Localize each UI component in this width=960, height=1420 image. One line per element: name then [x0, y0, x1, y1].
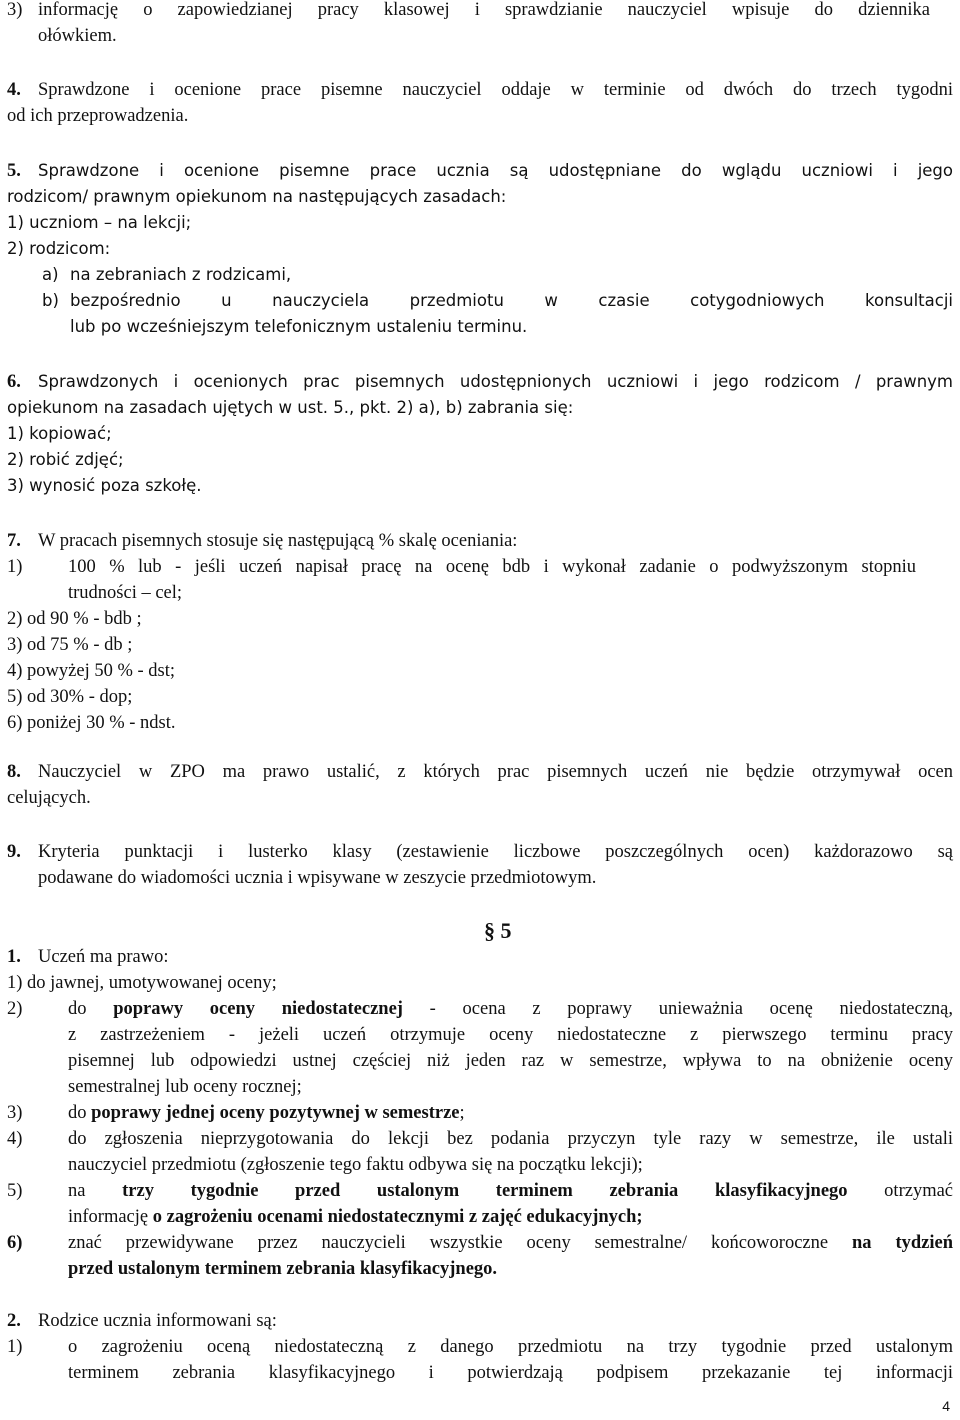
text-span: do — [68, 999, 114, 1019]
text-span: 1) — [7, 1337, 23, 1357]
text-span: 1) uczniom – na lekcji; — [7, 213, 192, 232]
text-span: do — [68, 1103, 92, 1123]
bold-text: trzy tygodnie przed ustalonym terminem zebrania klasyfikacyjnego — [122, 1181, 848, 1201]
text-span: celujących. — [7, 788, 91, 808]
text-span: bezpośrednio u nauczyciela przedmiotu w czasie cotygodniowych konsultacji — [70, 291, 953, 310]
text-span — [68, 1230, 953, 1256]
text-span: na — [68, 1181, 123, 1201]
text-span: 1) kopiować; — [7, 424, 112, 443]
bold-text: o zagrożeniu ocenami niedostatecznymi z zajęć edukacyjnych; — [152, 1207, 643, 1227]
text-span: semestralnej lub oceny rocznej; — [68, 1077, 302, 1097]
bold-text: na tydzień — [852, 1233, 953, 1253]
text-span: 4) powyżej 50 % - dst; — [7, 661, 176, 681]
text-span: znać przewidywane przez nauczycieli wszystkie oceny semestralne/ końcoworoczne — [68, 1233, 852, 1253]
text-span: 3) — [7, 1103, 23, 1123]
text-span: 3) wynosić poza szkołę. — [7, 476, 202, 495]
text-span: podawane do wiadomości ucznia i wpisywane w zeszycie przedmiotowym. — [38, 868, 597, 888]
text-span: 2) robić zdjęć; — [7, 450, 124, 469]
text-span: 3) od 75 % - db ; — [7, 635, 133, 655]
text-span: do zgłoszenia nieprzygotowania do lekcji bez podania przyczyn tyle razy w semestrze, ile ustali — [68, 1129, 953, 1149]
text-span: o zagrożeniu oceną niedostateczną z danego przedmiotu na trzy tygodnie przed ustalonym — [68, 1337, 953, 1357]
text-span: 1) do jawnej, umotywowanej oceny; — [7, 973, 277, 993]
text-span: na zebraniach z rodzicami, — [70, 265, 292, 284]
text-span: opiekunom na zasadach ujętych w ust. 5., pkt. 2) a), b) zabrania się: — [7, 398, 574, 417]
text-span — [68, 1204, 643, 1230]
text-span: otrzymać — [847, 1181, 954, 1201]
text-span — [68, 1100, 465, 1126]
section-heading: § 5 — [484, 918, 512, 943]
text-span: terminem zebrania klasyfikacyjnego i potwierdzają podpisem przekazanie tej informacji — [68, 1363, 953, 1383]
text-span: od ich przeprowadzenia. — [7, 106, 189, 126]
text-span — [68, 996, 953, 1022]
text-span: 6) poniżej 30 % - ndst. — [7, 713, 176, 733]
text-span: - ocena z poprawy unieważnia ocenę niedostateczną, — [402, 999, 953, 1019]
text-span: 5) — [7, 1181, 23, 1201]
text-span: 2) — [7, 999, 23, 1019]
bold-text: poprawy jednej oceny pozytywnej w semestrze — [91, 1103, 460, 1123]
text-span: 2) rodzicom: — [7, 239, 111, 258]
text-span: ołówkiem. — [38, 26, 117, 46]
text-span: nauczyciel przedmiotu (zgłoszenie tego faktu odbywa się na początku lekcji); — [68, 1155, 643, 1175]
text-span: z zastrzeżeniem - jeżeli uczeń otrzymuje oceny niedostateczne z pierwszego terminu pracy — [68, 1025, 953, 1045]
text-span: 1) — [7, 557, 23, 577]
text-span: 2) od 90 % - bdb ; — [7, 609, 142, 629]
text-span: 5) od 30% - dop; — [7, 687, 133, 707]
text-span: 100 % lub - jeśli uczeń napisał pracę na ocenę bdb i wykonał zadanie o podwyższonym stopniu — [68, 557, 916, 577]
text-span: b) — [42, 291, 59, 310]
page-number: 4 — [942, 1398, 950, 1414]
bold-text: poprawy oceny niedostatecznej — [113, 999, 403, 1019]
bold-text: przed ustalonym terminem zebrania klasyfikacyjnego. — [68, 1259, 498, 1279]
text-span: 4) — [7, 1129, 23, 1149]
text-span: informację — [68, 1207, 153, 1227]
text-span: rodzicom/ prawnym opiekunom na następujących zasadach: — [7, 187, 507, 206]
text-span — [68, 1178, 953, 1204]
text-span: ; — [459, 1103, 465, 1123]
text-span: 6) — [7, 1233, 23, 1253]
text-span: trudności – cel; — [68, 583, 183, 603]
text-span: lub po wcześniejszym telefonicznym ustaleniu terminu. — [70, 317, 528, 336]
text-span: pisemnej lub odpowiedzi ustnej częściej niż jeden raz w semestrze, wpływa to na obniżenie oceny — [68, 1051, 953, 1071]
text-span: a) — [42, 265, 59, 284]
